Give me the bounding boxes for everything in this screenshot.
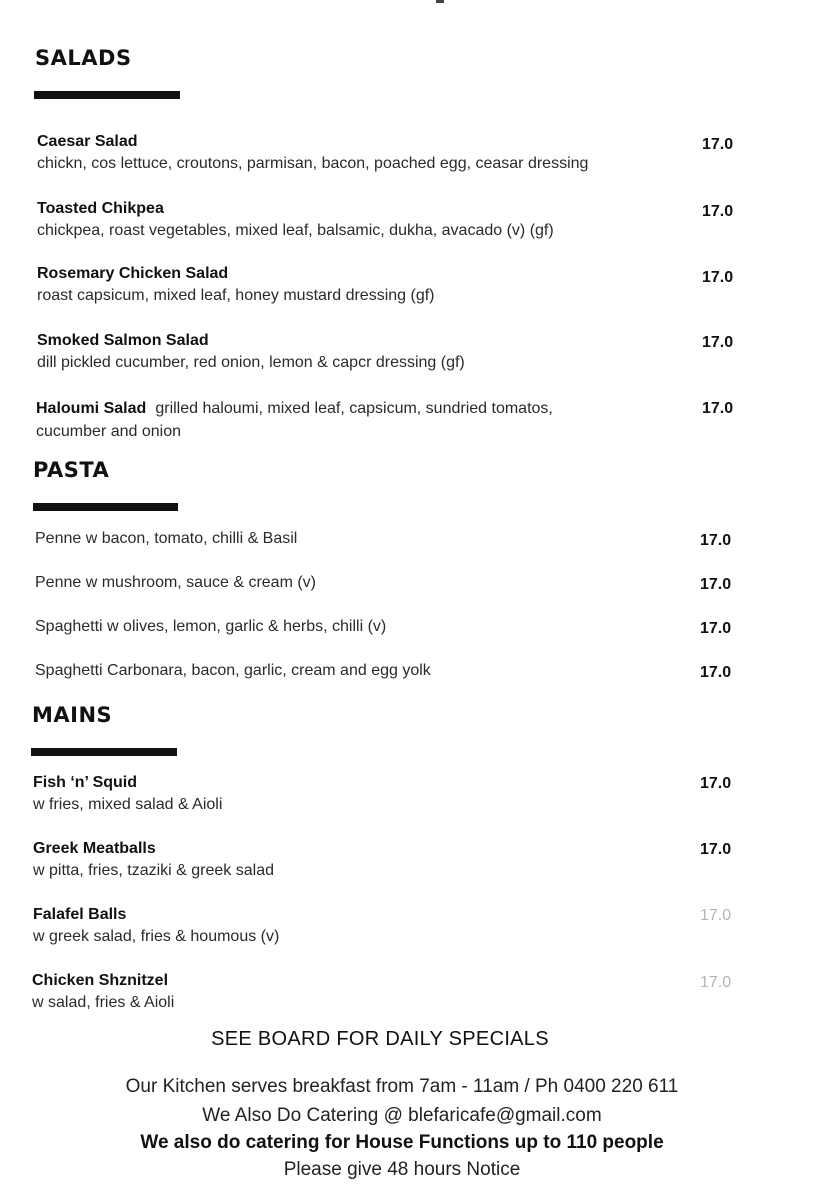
item-price: 17.0 — [702, 136, 734, 153]
top-edge-mark — [436, 0, 444, 3]
item-price: 17.0 — [700, 841, 732, 858]
salads-rule — [34, 91, 180, 99]
menu-item — [37, 131, 637, 175]
pasta-item: Spaghetti Carbonara, bacon, garlic, cream and egg yolk — [35, 662, 431, 679]
item-name: Smoked Salmon Salad — [37, 332, 209, 349]
item-description: w pitta, fries, tzaziki & greek salad — [33, 862, 274, 879]
menu-item — [33, 772, 633, 816]
pasta-item: Penne w bacon, tomato, chilli & Basil — [35, 530, 298, 547]
mains-rule — [31, 748, 177, 756]
item-name: Haloumi Salad — [36, 400, 147, 417]
item-description: chickpea, roast vegetables, mixed leaf, balsamic, dukha, avacado (v) (gf) — [37, 222, 554, 239]
item-name: Greek Meatballs — [33, 840, 156, 857]
item-description: w greek salad, fries & houmous (v) — [33, 928, 280, 945]
item-description: chickn, cos lettuce, croutons, parmisan, bacon, poached egg, ceasar dressing — [37, 155, 589, 172]
item-name: Fish ‘n’ Squid — [33, 774, 137, 791]
notice-note: Please give 48 hours Notice — [283, 1159, 521, 1180]
pasta-rule — [33, 503, 178, 511]
pasta-item: Penne w mushroom, sauce & cream (v) — [35, 574, 316, 591]
pasta-heading: PASTA — [33, 458, 110, 482]
menu-item — [33, 838, 633, 882]
item-description: dill pickled cucumber, red onion, lemon & capcr dressing (gf) — [37, 354, 465, 371]
item-description: roast capsicum, mixed leaf, honey mustard dressing (gf) — [37, 287, 435, 304]
item-price: 17.0 — [700, 974, 732, 991]
menu-item — [37, 198, 637, 242]
item-price: 17.0 — [702, 400, 734, 417]
item-price: 17.0 — [700, 576, 732, 593]
item-price: 17.0 — [700, 664, 732, 681]
menu-item — [33, 904, 633, 948]
mains-heading: MAINS — [32, 703, 113, 727]
item-name: Chicken Shznitzel — [32, 972, 169, 989]
menu-item — [37, 330, 637, 374]
item-description: grilled haloumi, mixed leaf, capsicum, sundried tomatos, cucumber and onion — [36, 400, 553, 440]
kitchen-hours: Our Kitchen serves breakfast from 7am - 11am / Ph 0400 220 611 — [125, 1076, 679, 1097]
menu-item — [37, 263, 637, 307]
item-description: w fries, mixed salad & Aioli — [33, 796, 223, 813]
item-price: 17.0 — [700, 907, 732, 924]
item-price: 17.0 — [700, 620, 732, 637]
item-name: Falafel Balls — [33, 906, 127, 923]
item-name: Toasted Chikpea — [37, 200, 164, 217]
item-description: w salad, fries & Aioli — [32, 994, 175, 1011]
functions-note: We also do catering for House Functions up to 110 people — [140, 1132, 664, 1153]
item-price: 17.0 — [702, 269, 734, 286]
pasta-item: Spaghetti w olives, lemon, garlic & herbs, chilli (v) — [35, 618, 387, 635]
catering-email: We Also Do Catering @ blefaricafe@gmail.com — [202, 1105, 602, 1126]
item-price: 17.0 — [700, 532, 732, 549]
item-price: 17.0 — [700, 775, 732, 792]
item-price: 17.0 — [702, 334, 734, 351]
item-price: 17.0 — [702, 203, 734, 220]
salads-heading: SALADS — [35, 46, 132, 70]
menu-item — [36, 397, 606, 443]
daily-specials-note: SEE BOARD FOR DAILY SPECIALS — [211, 1028, 549, 1050]
item-name: Rosemary Chicken Salad — [37, 265, 229, 282]
menu-item — [32, 970, 632, 1014]
item-name: Caesar Salad — [37, 133, 138, 150]
